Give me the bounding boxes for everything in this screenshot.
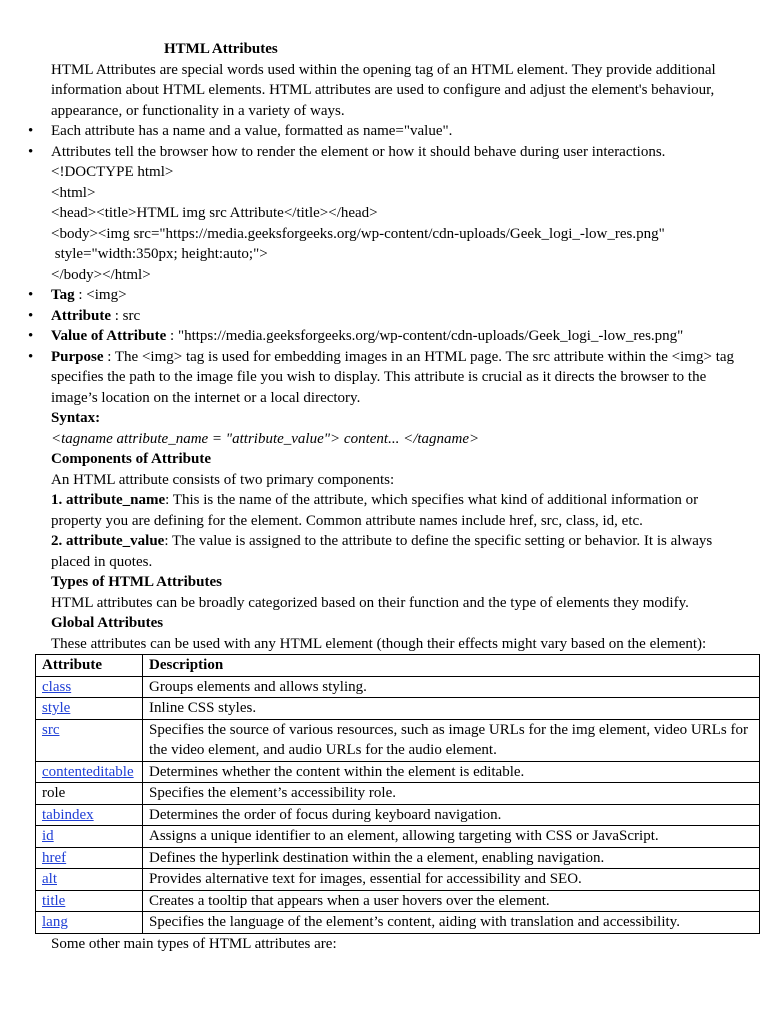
table-row <box>36 783 760 805</box>
components-intro: An HTML attribute consists of two primary components: <box>51 471 395 488</box>
list-item: • Each attribute has a name and a value, formatted as name="value". <box>51 121 738 142</box>
table-header-description: Description <box>143 655 760 677</box>
code-line: style="width:350px; height:auto;"> <box>51 246 268 262</box>
description-cell: Specifies the language of the element’s content, aiding with translation and accessibility. <box>143 912 760 934</box>
list-item <box>51 285 738 306</box>
intro-bullet-list <box>0 121 768 162</box>
description-cell: Inline CSS styles. <box>143 698 760 720</box>
attribute-link-title[interactable]: title <box>42 892 66 909</box>
example-detail-list <box>0 285 768 408</box>
attribute-cell <box>36 826 143 848</box>
attribute-label: Attribute <box>51 307 111 324</box>
component-value-label: 2. attribute_value <box>51 533 165 549</box>
attribute-cell <box>36 698 143 720</box>
code-line: <!DOCTYPE html> <box>51 164 174 180</box>
attribute-link-src[interactable]: src <box>42 721 60 738</box>
attribute-link-id[interactable]: id <box>42 828 54 844</box>
attribute-link-lang[interactable]: lang <box>42 914 68 930</box>
table-row <box>36 912 760 934</box>
global-attributes-table <box>35 654 760 934</box>
attribute-cell: role <box>36 783 143 805</box>
tag-label: Tag <box>51 287 75 303</box>
description-cell: Determines the order of focus during keyboard navigation. <box>143 804 760 826</box>
attribute-link-alt[interactable]: alt <box>42 871 57 887</box>
table-header-attribute: Attribute <box>36 655 143 677</box>
description-cell: Specifies the source of various resources, such as image URLs for the img element, video URLs for the video element, and audio URLs for the audio element. <box>143 719 760 761</box>
global-attributes-paragraph: These attributes can be used with any HTML element (though their effects might vary based on the element): <box>51 635 707 652</box>
table-row <box>36 847 760 869</box>
component-value-paragraph <box>51 531 738 572</box>
attribute-link-href[interactable]: href <box>42 849 67 866</box>
types-heading: Types of HTML Attributes <box>51 574 222 590</box>
purpose-value: : The <img> tag is used for embedding images in an HTML page. The src attribute within the <img> tag specifies the path to the image file you wish to display. This attribute is crucial as it directs the browser to the image’s location on the internet or a local directory. <box>51 348 735 406</box>
table-row <box>36 719 760 761</box>
value-value: : "https://media.geeksforgeeks.org/wp-content/cdn-uploads/Geek_logi_-low_res.png" <box>166 328 684 344</box>
component-name-text: : This is the name of the attribute, which specifies what kind of additional information or property you are defining for the element. Common attribute names include href, src, class, id, etc. <box>51 492 699 529</box>
closing-paragraph: Some other main types of HTML attributes are: <box>51 935 337 952</box>
syntax-example: <tagname attribute_name = "attribute_value"> content... </tagname> <box>51 430 480 447</box>
code-line: </body></html> <box>51 266 151 283</box>
value-label: Value of Attribute <box>51 328 167 344</box>
types-paragraph: HTML attributes can be broadly categorized based on their function and the type of elements they modify. <box>51 594 689 611</box>
table-row <box>36 676 760 698</box>
tag-value: : <img> <box>74 287 127 303</box>
component-name-label: 1. attribute_name <box>51 492 166 508</box>
component-value-text: : The value is assigned to the attribute to define the specific setting or behavior. It is always placed in quotes. <box>51 533 713 570</box>
table-header-row <box>36 655 760 677</box>
list-item <box>51 347 738 409</box>
description-cell: Defines the hyperlink destination within the a element, enabling navigation. <box>143 847 760 869</box>
code-line: <head><title>HTML img src Attribute</title></head> <box>51 205 378 221</box>
description-cell: Assigns a unique identifier to an element, allowing targeting with CSS or JavaScript. <box>143 826 760 848</box>
list-item: • Attributes tell the browser how to render the element or how it should behave during user interactions. <box>51 142 738 163</box>
description-cell: Determines whether the content within the element is editable. <box>143 761 760 783</box>
components-heading: Components of Attribute <box>51 451 211 467</box>
attribute-cell <box>36 761 143 783</box>
code-example <box>0 162 768 285</box>
code-line: <html> <box>51 184 96 201</box>
global-attributes-heading: Global Attributes <box>51 615 164 631</box>
attribute-cell <box>36 890 143 912</box>
attribute-link-style[interactable]: style <box>42 700 71 716</box>
table-row <box>36 869 760 891</box>
list-item <box>51 326 738 347</box>
description-cell: Groups elements and allows styling. <box>143 676 760 698</box>
attribute-value: : src <box>111 307 141 324</box>
attribute-cell <box>36 847 143 869</box>
syntax-heading: Syntax: <box>51 410 101 426</box>
table-row <box>36 826 760 848</box>
table-row <box>36 804 760 826</box>
page-title: HTML Attributes <box>164 41 278 57</box>
code-line: <body><img src="https://media.geeksforgeeks.org/wp-content/cdn-uploads/Geek_logi_-low_res.png" <box>51 225 665 242</box>
intro-paragraph: HTML Attributes are special words used within the opening tag of an HTML element. They provide additional information about HTML elements. HTML attributes are used to configure and adjust the element's behaviour, appearance, or functionality in a variety of ways. <box>51 61 716 119</box>
table-row <box>36 698 760 720</box>
table-row <box>36 761 760 783</box>
table-row <box>36 890 760 912</box>
description-cell: Provides alternative text for images, essential for accessibility and SEO. <box>143 869 760 891</box>
attribute-cell <box>36 676 143 698</box>
component-name-paragraph <box>51 490 738 531</box>
attribute-cell <box>36 719 143 761</box>
purpose-label: Purpose <box>51 348 104 365</box>
description-cell: Specifies the element’s accessibility role. <box>143 783 760 805</box>
attribute-cell <box>36 912 143 934</box>
attribute-cell <box>36 804 143 826</box>
attribute-link-tabindex[interactable]: tabindex <box>42 806 94 823</box>
attribute-cell <box>36 869 143 891</box>
description-cell: Creates a tooltip that appears when a user hovers over the element. <box>143 890 760 912</box>
list-item <box>51 306 738 327</box>
attribute-link-class[interactable]: class <box>42 678 72 695</box>
attribute-link-contenteditable[interactable]: contenteditable <box>42 763 134 780</box>
